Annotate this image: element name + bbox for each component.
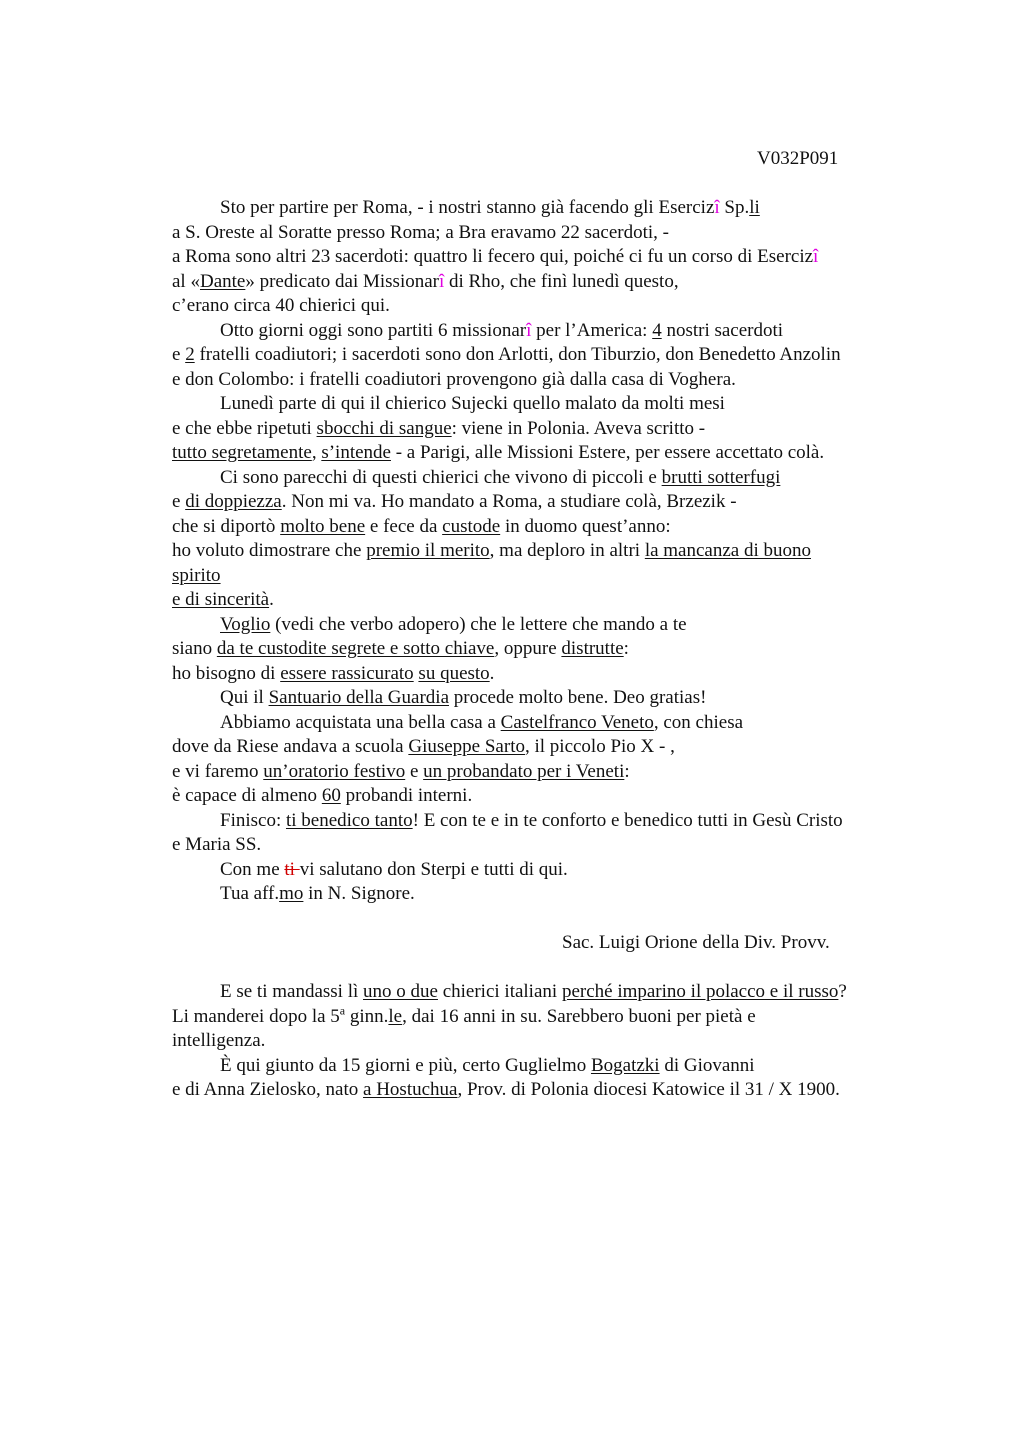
text-line: a Roma sono altri 23 sacerdoti: quattro li fecero qui, poiché ci fu un corso di Esercizî: [172, 246, 819, 267]
text-line: Abbiamo acquistata una bella casa a Castelfranco Veneto, con chiesa: [220, 711, 744, 733]
text-line: c’erano circa 40 chierici qui.: [172, 295, 390, 316]
text-line: Otto giorni oggi sono partiti 6 missionarî per l’America: 4 nostri sacerdoti: [220, 319, 784, 341]
deleted-word: ti: [284, 858, 300, 880]
text-line: e 2 fratelli coadiutori; i sacerdoti sono don Arlotti, don Tiburzio, don Benedetto Anzolin: [172, 344, 841, 365]
postscript-line: È qui giunto da 15 giorni e più, certo Guglielmo Bogatzki di Giovanni: [220, 1054, 755, 1076]
text-line: Sto per partire per Roma, - i nostri stanno già facendo gli Esercizî Sp.li: [220, 197, 760, 218]
closing-line: Tua aff.mo in N. Signore.: [220, 883, 415, 904]
text-line: Lunedì parte di qui il chierico Sujecki quello malato da molti mesi: [220, 393, 725, 414]
text-line: ho voluto dimostrare che premio il merito, ma deploro in altri la mancanza di buono: [172, 540, 811, 561]
text-line: siano da te custodite segrete e sotto chiave, oppure distrutte:: [172, 638, 629, 659]
text-line: dove da Riese andava a scuola Giuseppe Sarto, il piccolo Pio X - ,: [172, 736, 675, 757]
postscript-line: intelligenza.: [172, 1030, 266, 1051]
blank-line: [172, 907, 912, 932]
text-line: Qui il Santuario della Guardia procede molto bene. Deo gratias!: [220, 687, 707, 708]
text-line: e don Colombo: i fratelli coadiutori provengono già dalla casa di Voghera.: [172, 368, 736, 390]
document-reference-code: V032P091: [757, 148, 839, 169]
letter-body: [172, 196, 912, 1103]
text-line: e Maria SS.: [172, 834, 262, 855]
text-line: e vi faremo un’oratorio festivo e un probandato per i Veneti:: [172, 760, 630, 782]
signature: Sac. Luigi Orione della Div. Provv.: [562, 932, 830, 953]
text-line: che si diportò molto bene e fece da custode in duomo quest’anno:: [172, 515, 671, 537]
text-line: a S. Oreste al Soratte presso Roma; a Bra eravamo 22 sacerdoti, -: [172, 221, 670, 243]
text-line: Ci sono parecchi di questi chierici che vivono di piccoli e brutti sotterfugi: [220, 466, 781, 488]
postscript-line: e di Anna Zielosko, nato a Hostuchua, Prov. di Polonia diocesi Katowice il 31 / X 1900.: [172, 1079, 840, 1100]
postscript-line: Li manderei dopo la 5$^a$ ginn.le, dai 16 anni in su. Sarebbero buoni per pietà e: [172, 1003, 756, 1027]
blank-line: [172, 956, 912, 981]
text-line: e di doppiezza. Non mi va. Ho mandato a Roma, a studiare colà, Brzezik -: [172, 491, 737, 512]
text-line: Voglio (vedi che verbo adopero) che le lettere che mando a te: [220, 613, 687, 635]
text-line: Con me ti vi salutano don Sterpi e tutti di qui.: [220, 858, 568, 880]
text-line: Finisco: ti benedico tanto! E con te e in te conforto e benedico tutti in Gesù Cristo: [220, 809, 843, 831]
text-line: ho bisogno di essere rassicurato su questo.: [172, 662, 495, 684]
postscript-line: E se ti mandassi lì uno o due chierici italiani perché imparino il polacco e il russo?: [220, 981, 847, 1002]
text-line: spirito: [172, 564, 221, 586]
text-line: al «Dante» predicato dai Missionarî di Rho, che finì lunedì questo,: [172, 270, 679, 292]
text-line: e di sincerità.: [172, 589, 274, 610]
text-line: e che ebbe ripetuti sbocchi di sangue: viene in Polonia. Aveva scritto -: [172, 417, 706, 439]
text-line: è capace di almeno 60 probandi interni.: [172, 785, 473, 806]
text-line: tutto segretamente, s’intende - a Parigi, alle Missioni Estere, per essere accettato colà.: [172, 442, 825, 463]
